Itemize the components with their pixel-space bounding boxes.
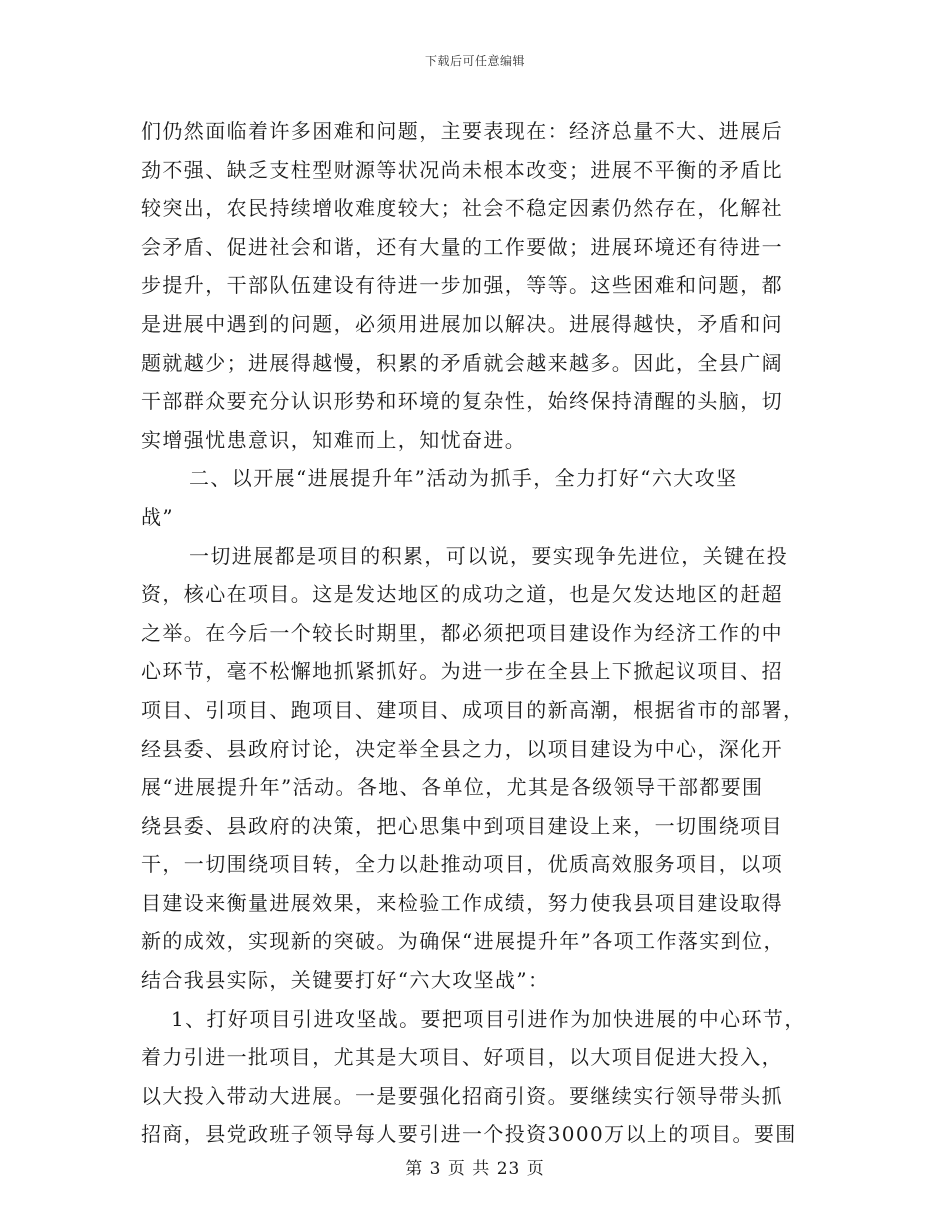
body-line: 结合我县实际，关键要打好“六大攻坚战”： [141,968,550,993]
page-footer: 第 3 页 共 23 页 [405,1159,545,1179]
body-line: 心环节，毫不松懈地抓紧抓好。为进一步在全县上下掀起议项目、招 [141,659,783,684]
body-line: 较突出，农民持续增收难度较大；社会不稳定因素仍然存在，化解社 [141,196,783,221]
body-line: 1、打好项目引进攻坚战。要把项目引进作为加快进展的中心环节， [171,1006,806,1031]
body-line: 题就越少；进展得越慢，积累的矛盾就会越来越多。因此，全县广阔 [141,350,783,375]
body-line: 实增强忧患意识，知难而上，知忧奋进。 [141,427,527,452]
body-line: 劲不强、缺乏支柱型财源等状况尚未根本改变；进展不平衡的矛盾比 [141,157,783,182]
body-line: 干部群众要充分认识形势和环境的复杂性，始终保持清醒的头脑，切 [141,389,783,414]
document-body [141,112,831,1154]
body-line: 一切进展都是项目的积累，可以说，要实现争先进位，关键在投 [189,543,789,568]
body-line: 展“进展提升年”活动。各地、各单位，尤其是各级领导干部都要围 [141,775,764,800]
body-line: 招商，县党政班子领导每人要引进一个投资3000万以上的项目。要围 [141,1122,797,1147]
body-line: 绕县委、县政府的决策，把心思集中到项目建设上来，一切围绕项目 [141,813,783,838]
body-line: 会矛盾、促进社会和谐，还有大量的工作要做；进展环境还有待进一 [141,234,783,259]
body-line: 是进展中遇到的问题，必须用进展加以解决。进展得越快，矛盾和问 [141,311,783,336]
section-heading-continued: 战” [141,504,175,529]
body-line: 步提升，干部队伍建设有待进一步加强，等等。这些困难和问题，都 [141,273,783,298]
body-line: 着力引进一批项目，尤其是大项目、好项目，以大项目促进大投入， [141,1045,783,1070]
body-line: 项目、引项目、跑项目、建项目、成项目的新高潮，根据省市的部署， [141,697,805,722]
body-line: 新的成效，实现新的突破。为确保“进展提升年”各项工作落实到位， [141,929,785,954]
body-line: 目建设来衡量进展效果，来检验工作成绩，努力使我县项目建设取得 [141,890,783,915]
body-line: 之举。在今后一个较长时期里，都必须把项目建设作为经济工作的中 [141,620,783,645]
body-line: 干，一切围绕项目转，全力以赴推动项目，优质高效服务项目，以项 [141,852,783,877]
body-line: 经县委、县政府讨论，决定举全县之力，以项目建设为中心，深化开 [141,736,783,761]
body-line: 资，核心在项目。这是发达地区的成功之道，也是欠发达地区的赶超 [141,582,783,607]
page-header: 下载后可任意编辑 [424,54,525,68]
body-line: 以大投入带动大进展。一是要强化招商引资。要继续实行领导带头抓 [141,1083,783,1108]
section-heading: 二、以开展“进展提升年”活动为抓手，全力打好“六大攻坚 [189,466,738,491]
body-line: 们仍然面临着许多困难和问题，主要表现在：经济总量不大、进展后 [141,119,783,143]
